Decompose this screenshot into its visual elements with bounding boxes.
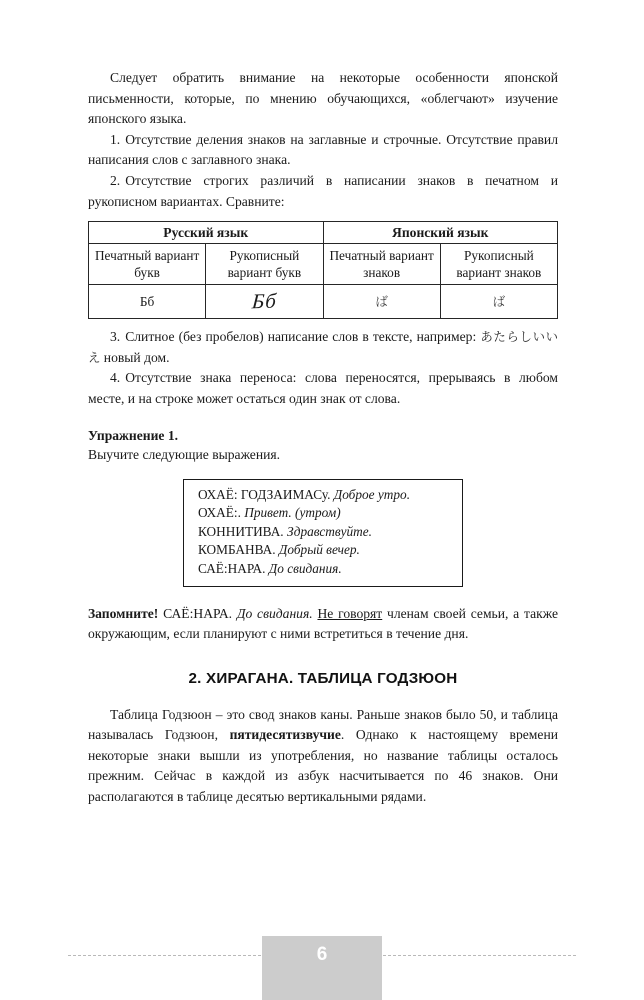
- cell-handwritten-russian: [206, 285, 323, 319]
- feature-4-text: Отсутствие знака переноса: слова переносятся, прерываясь в любом месте, и на строке может остаться один знак от слова.: [88, 370, 558, 406]
- remember-label: Запомните!: [88, 605, 159, 621]
- exercise-title: Упражнение 1.: [88, 427, 179, 443]
- feature-4-number: 4.: [110, 370, 121, 386]
- cell-printed-japanese: [323, 285, 440, 319]
- table-group-header-japanese: Японский язык: [323, 222, 558, 244]
- list-item: [198, 523, 452, 542]
- kana-ba-printed: ば: [375, 294, 388, 310]
- table-column-header-row: [89, 244, 558, 285]
- remember-underlined: Не говорят: [317, 605, 383, 621]
- phrase-gloss-1: Доброе утро.: [333, 486, 411, 502]
- phrase-list-box: [183, 479, 463, 587]
- feature-item-2: [88, 171, 558, 212]
- phrase-gloss-2: Привет. (утром): [244, 505, 341, 521]
- phrase-gloss-4: Добрый вечер.: [278, 542, 360, 558]
- table-group-header-russian: Русский язык: [89, 222, 324, 244]
- list-item: [198, 504, 452, 523]
- comparison-table-container: [88, 221, 558, 319]
- remember-paragraph: [88, 604, 558, 645]
- phrase-romaji-5: САЁ:НАРА.: [198, 560, 266, 576]
- remember-rest: членам своей семьи, а также окружающим, если планируют с ними встретиться в течение дня.: [88, 605, 558, 642]
- phrase-romaji-1: ОХАЁ: ГОДЗАИМАСу.: [198, 486, 331, 502]
- section-paragraph-bold-term: пятидесятизвучие: [229, 727, 341, 743]
- feature-3-number: 3.: [110, 329, 121, 345]
- section-paragraph-part2: . Однако к настоящему времени некоторые знаки вышли из употребления, но название таблицы осталось прежним. Сейчас в каждой из азбук насчитывается по 46 знаков. Они располагаются в таблице десятью вертикальными рядами.: [88, 727, 558, 805]
- table-row: [89, 285, 558, 319]
- intro-paragraph: Следует обратить внимание на некоторые особенности японской письменности, которые, по мнению обучающихся, «облегчают» изучение японского языка.: [88, 70, 558, 127]
- feature-1-text: Отсутствие деления знаков на заглавные и строчные. Отсутствие правил написания слов с заглавного знака.: [88, 131, 558, 168]
- page-footer: [0, 936, 644, 1000]
- table-col-header-handwritten-russian: Рукописный вариант букв: [206, 244, 323, 285]
- section-heading: 2. ХИРАГАНА. ТАБЛИЦА ГОДЗЮОН: [188, 669, 458, 687]
- list-item: [198, 541, 452, 560]
- cell-printed-russian: Бб: [89, 285, 206, 319]
- phrase-gloss-5: До свидания.: [268, 560, 342, 576]
- phrase-romaji-3: КОННИТИВА.: [198, 523, 284, 539]
- remember-gloss: До свидания.: [236, 605, 313, 621]
- kana-ba-handwritten: ば: [492, 294, 506, 310]
- feature-item-1: [88, 130, 558, 171]
- list-item: [198, 560, 452, 579]
- feature-2-number: 2.: [110, 172, 121, 188]
- feature-item-3: [88, 327, 558, 368]
- exercise-instruction: Выучите следующие выражения.: [88, 446, 281, 462]
- cell-handwritten-japanese: [440, 285, 557, 319]
- page-number: 6: [262, 936, 382, 1000]
- feature-3-text-before: Слитное (без пробелов) написание слов в тексте, например:: [125, 329, 477, 345]
- remember-phrase: САЁ:НАРА.: [163, 605, 233, 621]
- feature-3-text-after: новый дом.: [103, 349, 170, 365]
- table-col-header-handwritten-japanese: Рукописный вариант знаков: [440, 244, 557, 285]
- section-paragraph-part1: Таблица Годзюон – это свод знаков каны. Раньше знаков было 50, и таблица называлась Годзюон,: [88, 706, 558, 743]
- feature-2-text: Отсутствие строгих различий в написании знаков в печатном и рукописном вариантах. Сравните:: [88, 172, 558, 209]
- table-group-header-row: [89, 222, 558, 244]
- comparison-table: [88, 221, 558, 319]
- phrase-romaji-4: КОМБАНВА.: [198, 542, 276, 558]
- table-col-header-printed-japanese: Печатный вариант знаков: [323, 244, 440, 285]
- section-paragraph: [88, 705, 558, 808]
- phrase-gloss-3: Здравствуйте.: [286, 523, 373, 539]
- feature-3-japanese-example: あたらしいいえ: [88, 329, 559, 365]
- handwritten-bb-glyph: Бб: [251, 288, 278, 314]
- feature-item-4: [88, 368, 558, 409]
- page-content: [88, 68, 558, 821]
- table-col-header-printed-russian: Печатный вариант букв: [89, 244, 206, 285]
- list-item: [198, 486, 452, 505]
- feature-1-number: 1.: [110, 131, 121, 147]
- phrase-romaji-2: ОХАЁ:.: [198, 505, 241, 521]
